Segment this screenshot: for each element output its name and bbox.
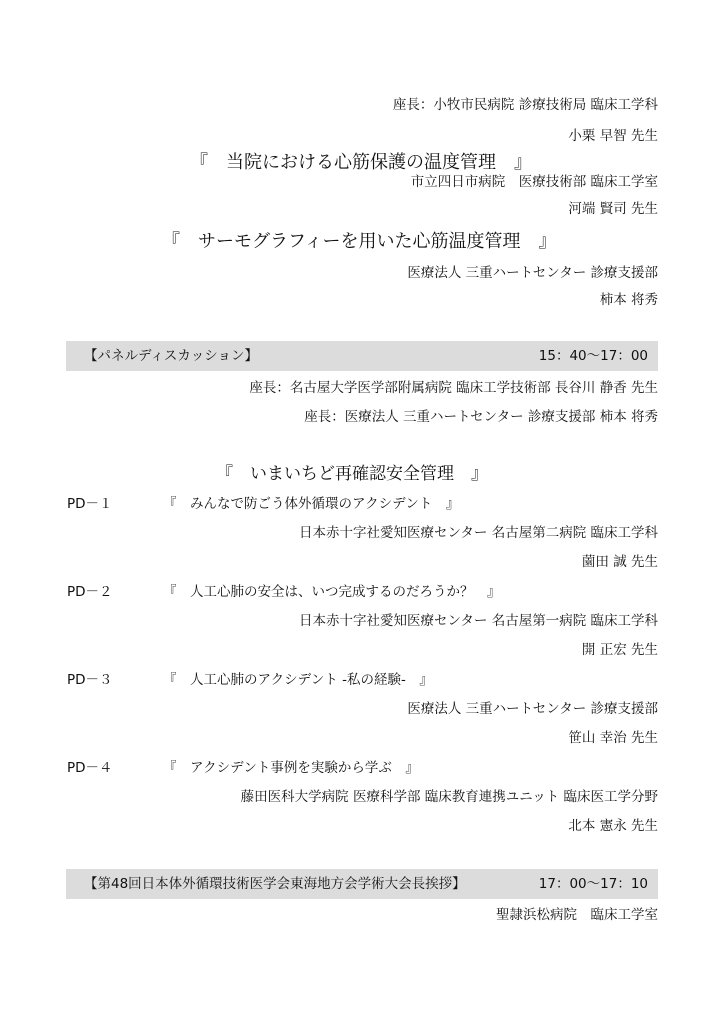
- pd2-number: PD－２: [67, 584, 113, 600]
- chair-affiliation: 座長：小牧市民病院 診療技術局 臨床工学科: [392, 97, 658, 113]
- pd1-number: PD－１: [67, 496, 113, 512]
- talk1-affiliation: 市立四日市病院 医療技術部 臨床工学室: [410, 174, 658, 190]
- panel-section-header: [66, 341, 658, 371]
- panel-section-label: 【パネルディスカッション】: [84, 348, 259, 364]
- greeting-affiliation: 聖隷浜松病院 臨床工学室: [496, 907, 658, 923]
- pd2-title: 『 人工心肺の安全は、いつ完成するのだろうか？ 』: [163, 584, 501, 600]
- talk2-speaker: 柿本 将秀: [599, 292, 658, 308]
- greeting-section-label: 【第48回日本体外循環技術医学会東海地方会学術大会長挨拶】: [84, 876, 466, 892]
- pd1-affiliation: 日本赤十字社愛知医療センター 名古屋第二病院 臨床工学科: [298, 525, 658, 541]
- panel-section-time: 15：40～17：00: [538, 348, 648, 364]
- pd3-affiliation: 医療法人 三重ハートセンター 診療支援部: [407, 701, 658, 717]
- panel-chair-2: 座長：医療法人 三重ハートセンター 診療支援部 柿本 将秀: [304, 409, 658, 425]
- panel-chair-1: 座長：名古屋大学医学部附属病院 臨床工学技術部 長谷川 静香 先生: [249, 380, 658, 396]
- pd1-title: 『 みんなで防ごう体外循環のアクシデント 』: [163, 496, 460, 512]
- pd4-affiliation: 藤田医科大学病院 医療科学部 臨床教育連携ユニット 臨床医工学分野: [240, 789, 658, 805]
- panel-theme: 『 いまいちど再確認安全管理 』: [216, 464, 488, 484]
- chair-name: 小栗 早智 先生: [568, 128, 658, 144]
- pd2-affiliation: 日本赤十字社愛知医療センター 名古屋第一病院 臨床工学科: [298, 613, 658, 629]
- pd3-title: 『 人工心肺のアクシデント -私の経験- 』: [163, 672, 433, 688]
- pd1-speaker: 薗田 誠 先生: [581, 554, 658, 570]
- pd4-number: PD－４: [67, 760, 113, 776]
- greeting-section-header: [66, 869, 658, 899]
- pd2-speaker: 開 正宏 先生: [581, 642, 658, 658]
- pd4-title: 『 アクシデント事例を実験から学ぶ 』: [163, 760, 419, 776]
- pd4-speaker: 北本 憲永 先生: [568, 818, 658, 834]
- greeting-section-time: 17：00～17：10: [538, 876, 648, 892]
- talk2-title: 『 サーモグラフィーを用いた心筋温度管理 』: [162, 231, 557, 252]
- talk1-speaker: 河端 賢司 先生: [568, 201, 658, 217]
- pd3-speaker: 笹山 幸治 先生: [568, 730, 658, 746]
- pd3-number: PD－３: [67, 672, 113, 688]
- talk2-affiliation: 医療法人 三重ハートセンター 診療支援部: [407, 265, 658, 281]
- talk1-title: 『 当院における心筋保護の温度管理 』: [190, 152, 532, 173]
